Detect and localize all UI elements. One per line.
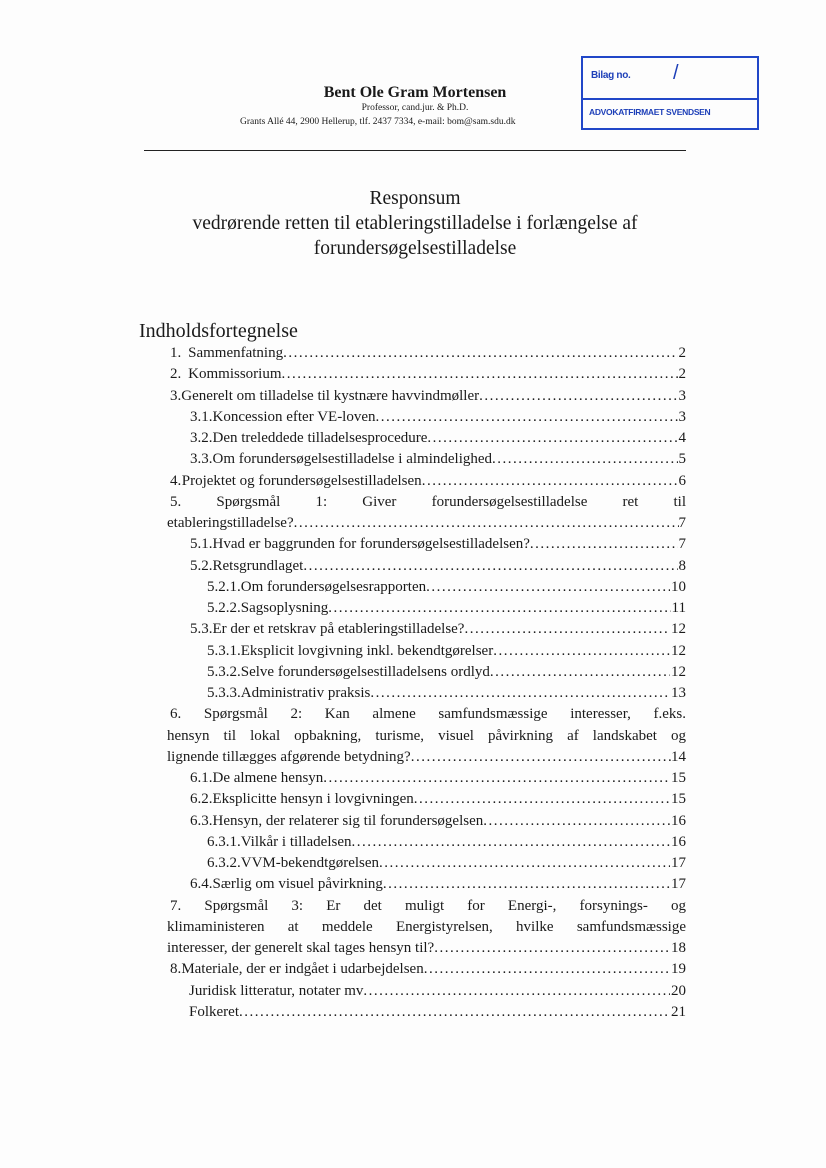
toc-label: hensyn til lokal opbakning, turisme, visuel påvirkning af landskabet og xyxy=(167,727,686,744)
toc-label: Generelt om tilladelse til kystnære havvindmøller xyxy=(181,387,480,404)
toc-label: Spørgsmål 2: Kan almene samfundsmæssige interesser, f.eks. xyxy=(203,706,686,723)
toc-heading: Indholdsfortegnelse xyxy=(139,320,298,342)
toc-entry-8[interactable] xyxy=(170,959,686,980)
toc-page: 18 xyxy=(671,940,686,956)
toc-label: Juridisk litteratur, notater mv xyxy=(189,982,364,999)
author-name: Bent Ole Gram Mortensen xyxy=(323,84,507,101)
toc-entry-3-3[interactable] xyxy=(170,449,686,470)
toc-entry-6[interactable] xyxy=(167,704,686,768)
toc-label: Eksplicitte hensyn i lovgivningen xyxy=(212,791,414,808)
toc-leader xyxy=(383,874,670,895)
toc-entry-folkeret[interactable] xyxy=(170,1002,686,1023)
toc-leader xyxy=(427,428,677,449)
toc-leader xyxy=(363,981,670,1002)
toc-label: interesser, der generelt skal tages hensyn til? xyxy=(167,940,435,956)
toc-number: 3.3. xyxy=(190,451,213,468)
toc-entry-5-3-2[interactable] xyxy=(170,662,686,683)
toc-line xyxy=(167,747,686,768)
toc-line xyxy=(170,492,686,513)
toc-entry-6-1[interactable] xyxy=(170,768,686,789)
toc-entry-3-1[interactable] xyxy=(170,407,686,428)
toc-number: 5.2.2. xyxy=(207,600,241,616)
toc-entry-2[interactable] xyxy=(170,364,686,385)
toc-entry-6-2[interactable] xyxy=(170,789,686,810)
toc-page: 17 xyxy=(671,855,686,871)
title-line-2: vedrørende retten til etableringstilladelse i forlængelse af xyxy=(192,213,638,234)
toc-page: 12 xyxy=(671,621,686,638)
toc-label: Om forundersøgelsesrapporten xyxy=(240,578,427,595)
header-rule xyxy=(144,150,686,151)
stamp-divider xyxy=(583,98,757,100)
toc-number: 8. xyxy=(170,961,182,978)
toc-leader xyxy=(328,598,670,619)
toc-line xyxy=(167,513,686,534)
toc-label: Om forundersøgelsestilladelse i almindelighed xyxy=(212,451,493,468)
toc-label: Spørgsmål 1: Giver forundersøgelsestilladelse ret til xyxy=(216,493,687,510)
toc-leader xyxy=(479,386,677,407)
toc-entry-3[interactable] xyxy=(170,386,686,407)
toc-label: Koncession efter VE-loven xyxy=(212,408,376,425)
toc-leader xyxy=(483,811,670,832)
toc-leader xyxy=(464,619,670,640)
toc-label: etableringstilladelse? xyxy=(167,515,294,531)
toc-entry-5-3-3[interactable] xyxy=(170,683,686,704)
toc-leader xyxy=(303,556,677,577)
toc-leader xyxy=(424,959,670,980)
toc-leader xyxy=(294,513,679,534)
toc-label: Hensyn, der relaterer sig til forundersøgelsen xyxy=(212,812,484,829)
toc-label: Er der et retskrav på etableringstilladelse? xyxy=(212,621,465,638)
toc-label: Særlig om visuel påvirkning xyxy=(212,876,383,893)
toc-page: 21 xyxy=(671,1003,686,1020)
stamp-firm: ADVOKATFIRMAET SVENDSEN xyxy=(589,107,711,117)
toc-number: 5.3.3. xyxy=(207,685,241,701)
toc-page: 20 xyxy=(671,982,686,999)
toc-label: Sagsoplysning xyxy=(240,600,329,616)
toc-number: 3. xyxy=(170,387,182,404)
exhibit-stamp xyxy=(581,56,759,130)
toc-page: 4 xyxy=(678,430,686,446)
toc-label: lignende tillægges afgørende betydning? xyxy=(167,748,411,765)
toc-number: 6.1. xyxy=(190,770,213,786)
toc-leader xyxy=(490,662,670,683)
toc-label: Sammenfatning xyxy=(188,345,284,361)
toc-page: 11 xyxy=(671,600,686,616)
toc-entry-5-2-2[interactable] xyxy=(170,598,686,619)
stamp-slash: / xyxy=(673,62,679,84)
toc-label: VVM-bekendtgørelsen xyxy=(240,855,380,871)
toc-label: Spørgsmål 3: Er det muligt for Energi-, forsynings- og xyxy=(204,897,686,914)
toc-number: 6.3.1. xyxy=(207,833,241,850)
title-line-1: Responsum xyxy=(369,188,461,209)
toc-entry-6-3[interactable] xyxy=(170,811,686,832)
toc-page: 15 xyxy=(671,770,686,786)
toc-line xyxy=(170,896,686,917)
toc-number: 6. xyxy=(170,706,182,723)
toc-number: 5. xyxy=(170,493,182,510)
toc-page: 19 xyxy=(671,961,686,978)
toc-leader xyxy=(411,747,671,768)
toc-number: 6.3. xyxy=(190,812,213,829)
toc-label: Kommissorium xyxy=(188,366,282,383)
toc-label: Retsgrundlaget xyxy=(212,557,304,574)
toc-line xyxy=(167,938,686,959)
toc-page: 2 xyxy=(678,366,686,383)
stamp-label: Bilag no. xyxy=(591,70,631,81)
toc-page: 7 xyxy=(678,536,686,553)
toc-number: 5.3.1. xyxy=(207,642,241,659)
toc-number: 5.2.1. xyxy=(207,578,241,595)
toc-entry-6-4[interactable] xyxy=(170,874,686,895)
toc-entry-5-2-1[interactable] xyxy=(170,577,686,598)
toc-page: 15 xyxy=(671,791,686,808)
toc-entry-5-2[interactable] xyxy=(170,556,686,577)
toc-page: 10 xyxy=(671,578,686,595)
toc-entry-3-2[interactable] xyxy=(170,428,686,449)
toc-label: Eksplicit lovgivning inkl. bekendtgørelser xyxy=(240,642,494,659)
toc-label: Materiale, der er indgået i udarbejdelsen xyxy=(181,961,424,978)
toc-number: 5.3. xyxy=(190,621,213,638)
toc-page: 8 xyxy=(678,557,686,574)
document-title xyxy=(0,186,826,261)
toc-page: 6 xyxy=(678,472,686,489)
toc-page: 12 xyxy=(671,642,686,659)
toc-page: 3 xyxy=(678,387,686,404)
toc-label: Administrativ praksis xyxy=(240,685,371,701)
toc-leader xyxy=(282,364,678,385)
toc-page: 14 xyxy=(671,748,686,765)
toc-line xyxy=(167,726,686,747)
toc-leader xyxy=(426,577,670,598)
toc-label: Hvad er baggrunden for forundersøgelsestilladelsen? xyxy=(212,536,530,553)
toc-page: 16 xyxy=(671,833,686,850)
toc-label: Projektet og forundersøgelsestilladelsen xyxy=(181,472,422,489)
author-address: Grants Allé 44, 2900 Hellerup, tlf. 2437 7334, e-mail: bom@sam.sdu.dk xyxy=(240,117,516,127)
toc-page: 7 xyxy=(678,515,686,531)
toc-number: 4. xyxy=(170,472,182,489)
toc-page: 2 xyxy=(678,345,686,361)
toc-page: 16 xyxy=(671,812,686,829)
toc-leader xyxy=(434,938,671,959)
title-line-3: forundersøgelsestilladelse xyxy=(313,238,517,259)
toc-number: 6.4. xyxy=(190,876,213,893)
toc-leader xyxy=(323,768,670,789)
toc-leader xyxy=(352,832,671,853)
toc-label: klimaministeren at meddele Energistyrelsen, hvilke samfundsmæssige xyxy=(167,918,686,935)
toc-page: 5 xyxy=(678,451,686,468)
toc-page: 13 xyxy=(671,685,686,701)
toc-number: 1. xyxy=(170,345,182,361)
toc-line xyxy=(167,917,686,938)
toc-number: 3.1. xyxy=(190,408,213,425)
toc-entry-5-3[interactable] xyxy=(170,619,686,640)
toc-label: De almene hensyn xyxy=(212,770,324,786)
toc-entry-5-3-1[interactable] xyxy=(170,641,686,662)
toc-leader xyxy=(493,641,670,662)
toc-number: 3.2. xyxy=(190,430,213,446)
toc-leader xyxy=(283,343,677,364)
toc-number: 5.1. xyxy=(190,536,213,553)
toc-entry-1[interactable] xyxy=(170,343,686,364)
author-title: Professor, cand.jur. & Ph.D. xyxy=(361,103,469,113)
toc-label: Den treleddede tilladelsesprocedure xyxy=(212,430,428,446)
toc-leader xyxy=(492,449,677,470)
toc-label: Folkeret xyxy=(189,1003,239,1020)
toc-page: 12 xyxy=(671,663,686,680)
toc-line xyxy=(170,704,686,725)
toc-leader xyxy=(376,407,678,428)
toc-label: Selve forundersøgelsestilladelsens ordlyd xyxy=(240,663,490,680)
toc-page: 17 xyxy=(671,876,686,893)
toc-number: 6.3.2. xyxy=(207,855,241,871)
toc-entry-literature[interactable] xyxy=(170,981,686,1002)
toc-leader xyxy=(370,683,670,704)
toc-number: 6.2. xyxy=(190,791,213,808)
toc-leader xyxy=(239,1002,670,1023)
toc-entry-6-3-2[interactable] xyxy=(170,853,686,874)
toc-page: 3 xyxy=(678,408,686,425)
toc-number: 2. xyxy=(170,366,182,383)
toc-entry-6-3-1[interactable] xyxy=(170,832,686,853)
table-of-contents xyxy=(167,343,687,1023)
toc-entry-5[interactable] xyxy=(167,492,687,535)
toc-leader xyxy=(422,471,678,492)
toc-number: 5.2. xyxy=(190,557,213,574)
toc-number: 7. xyxy=(170,897,182,914)
toc-entry-4[interactable] xyxy=(170,471,686,492)
toc-label: Vilkår i tilladelsen xyxy=(240,833,352,850)
toc-leader xyxy=(414,789,670,810)
toc-leader xyxy=(530,534,678,555)
toc-number: 5.3.2. xyxy=(207,663,241,680)
toc-entry-5-1[interactable] xyxy=(170,534,686,555)
toc-leader xyxy=(379,853,670,874)
toc-entry-7[interactable] xyxy=(167,896,686,960)
